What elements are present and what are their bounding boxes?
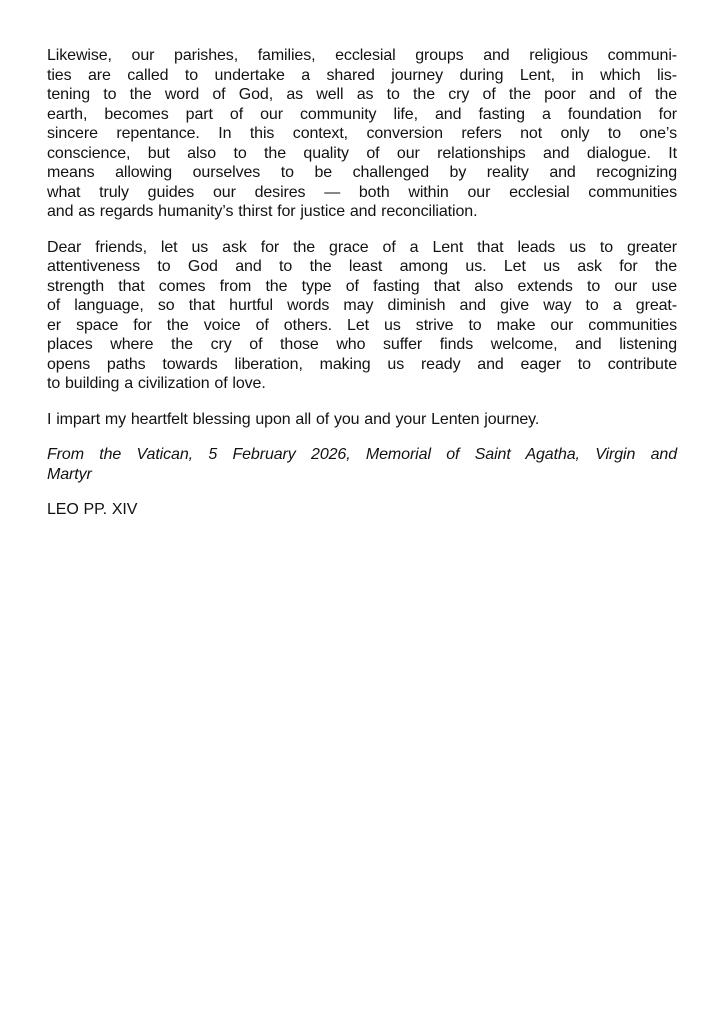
text-line: of language, so that hurtful words may diminish and give way to a great- — [47, 297, 677, 314]
text-line: what truly guides our desires — both within our ecclesial communities — [47, 183, 677, 201]
text-line: means allowing ourselves to be challenged by reality and recognizing — [47, 164, 677, 181]
text-line: earth, becomes part of our community life, and fasting a foundation for — [47, 105, 677, 123]
text-line: sincere repentance. In this context, conversion refers not only to one’s — [47, 125, 677, 142]
text-line: and as regards humanity’s thirst for justice and reconciliation. — [47, 203, 478, 220]
text-line: conscience, but also to the quality of our relationships and dialogue. It — [47, 144, 677, 162]
paragraph-blessing — [47, 410, 677, 430]
paragraph-dateline — [47, 445, 677, 484]
text-line: places where the cry of those who suffer finds welcome, and listening — [47, 336, 677, 353]
text-line: to building a civilization of love. — [47, 375, 266, 392]
text-line: ties are called to undertake a shared journey during Lent, in which lis- — [47, 66, 677, 84]
paragraph-dear-friends — [47, 238, 677, 394]
text-line: From the Vatican, 5 February 2026, Memorial of Saint Agatha, Virgin and — [47, 446, 677, 463]
text-line: tening to the word of God, as well as to the cry of the poor and of the — [47, 86, 677, 103]
paragraph-likewise — [47, 46, 677, 222]
text-line: Dear friends, let us ask for the grace of a Lent that leads us to greater — [47, 238, 677, 256]
text-line: opens paths towards liberation, making us ready and eager to contribute — [47, 355, 677, 373]
text-line: I impart my heartfelt blessing upon all of you and your Lenten journey. — [47, 410, 540, 428]
signature — [47, 500, 677, 520]
text-line: Martyr — [47, 465, 92, 483]
document-body — [47, 46, 677, 536]
text-line: attentiveness to God and to the least among us. Let us ask for the — [47, 258, 677, 275]
text-line: strength that comes from the type of fasting that also extends to our use — [47, 277, 677, 295]
text-line: LEO PP. XIV — [47, 501, 138, 518]
text-line: Likewise, our parishes, families, ecclesial groups and religious communi- — [47, 47, 677, 64]
text-line: er space for the voice of others. Let us strive to make our communities — [47, 316, 677, 334]
